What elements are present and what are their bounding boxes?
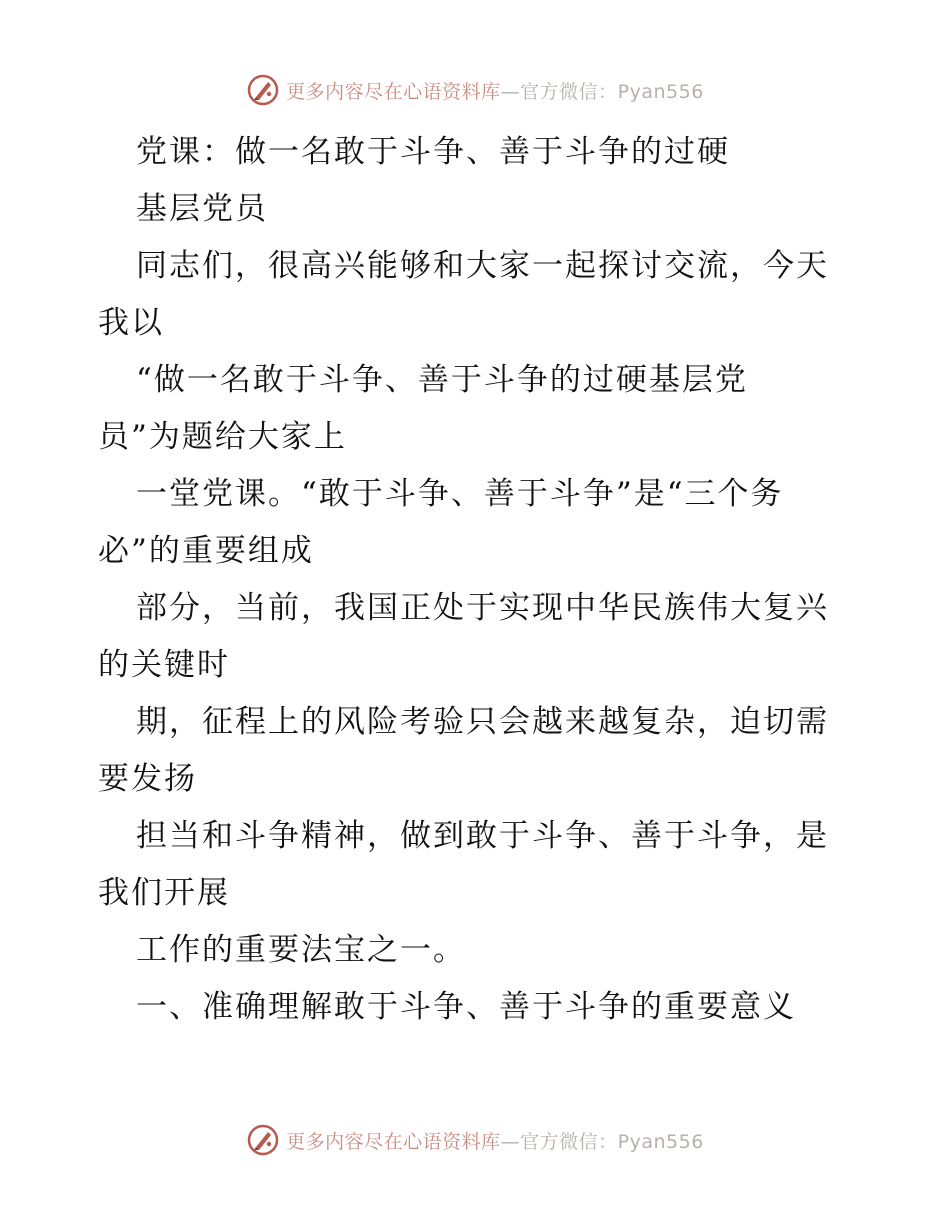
- watermark-title: 更多内容尽在心语资料库: [286, 80, 501, 103]
- text-line: 我们开展: [98, 875, 230, 911]
- text-line: 的关键时: [98, 647, 230, 683]
- header-watermark: [0, 70, 950, 110]
- text-line: 一、准确理解敢于斗争、善于斗争的重要意义: [136, 989, 796, 1025]
- footer-watermark: [0, 1120, 950, 1160]
- text-line: 员”为题给大家上: [98, 419, 347, 455]
- text-line: 要发扬: [98, 761, 197, 797]
- watermark-wechat: 官方微信：Pyan556: [520, 80, 704, 103]
- watermark-title: 更多内容尽在心语资料库: [286, 1130, 501, 1153]
- pen-logo-icon: [246, 1123, 280, 1157]
- text-line: 党课：做一名敢于斗争、善于斗争的过硬: [136, 134, 730, 170]
- text-line: 我以: [98, 305, 164, 341]
- watermark-wechat: 官方微信：Pyan556: [520, 1130, 704, 1153]
- watermark-dash: —: [500, 80, 521, 103]
- document-body: [98, 124, 853, 1036]
- text-line: 同志们，很高兴能够和大家一起探讨交流，今天: [136, 248, 829, 284]
- text-line: 基层党员: [136, 191, 268, 227]
- pen-logo-icon: [246, 73, 280, 107]
- text-line: 部分，当前，我国正处于实现中华民族伟大复兴: [136, 590, 829, 626]
- text-line: 期，征程上的风险考验只会越来越复杂，迫切需: [136, 704, 829, 740]
- text-line: “做一名敢于斗争、善于斗争的过硬基层党: [136, 362, 748, 398]
- text-line: 工作的重要法宝之一。: [136, 932, 466, 968]
- text-line: 必”的重要组成: [98, 533, 314, 569]
- text-line: 担当和斗争精神，做到敢于斗争、善于斗争，是: [136, 818, 829, 854]
- text-line: 一堂党课。“敢于斗争、善于斗争”是“三个务: [136, 476, 784, 512]
- watermark-dash: —: [500, 1130, 521, 1153]
